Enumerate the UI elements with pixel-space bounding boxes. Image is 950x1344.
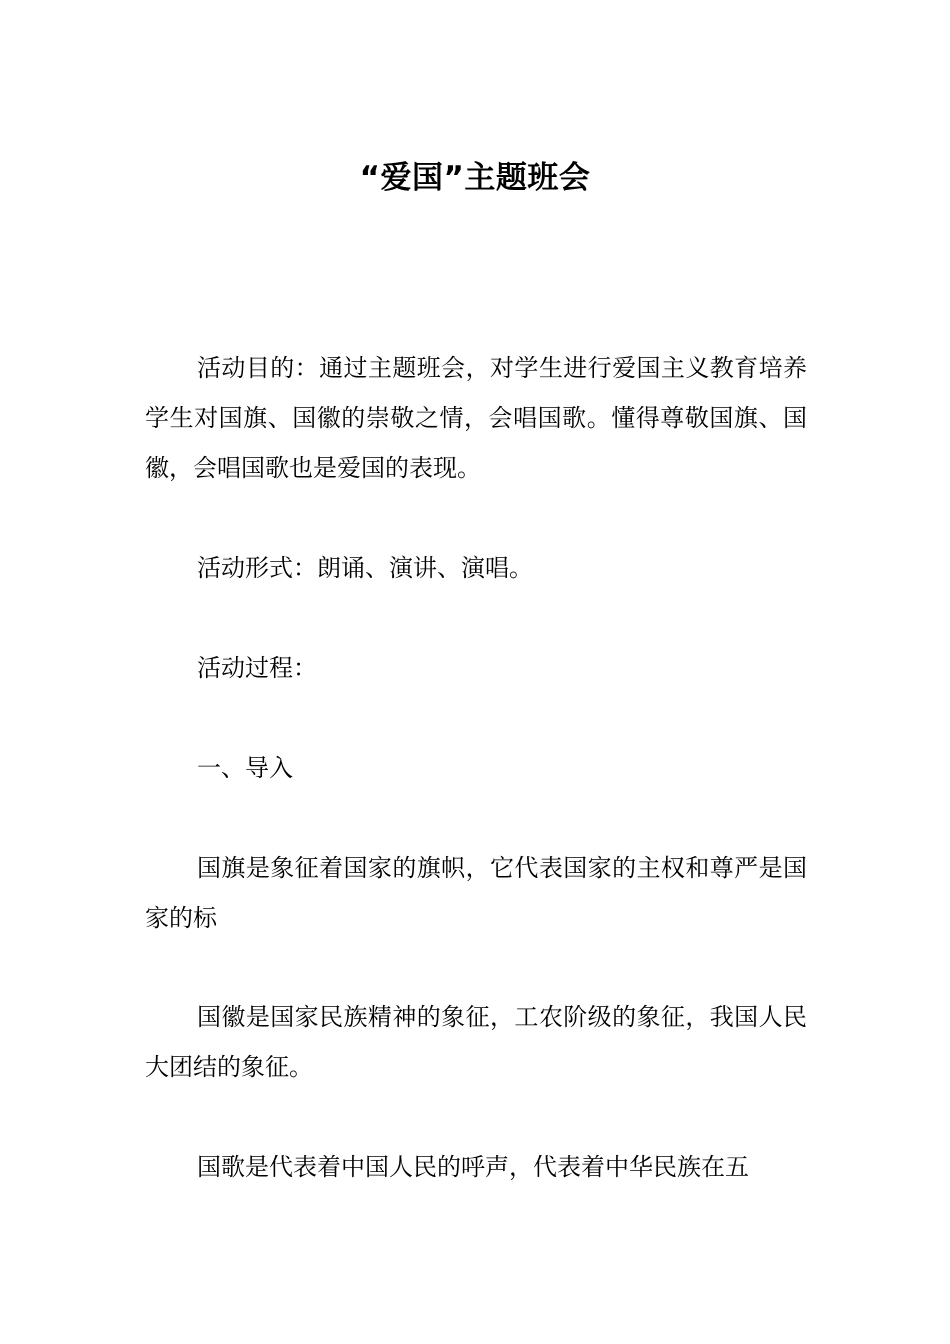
paragraph-national-emblem: 国徽是国家民族精神的象征，工农阶级的象征，我国人民大团结的象征。 [145, 1003, 807, 1081]
paragraph-activity-process: 活动过程： [197, 654, 317, 682]
section-heading-introduction: 一、导入 [197, 754, 293, 782]
document-title: “爱国”主题班会 [359, 160, 591, 196]
paragraph-activity-purpose: 活动目的：通过主题班会，对学生进行爱国主义教育培养学生对国旗、国徽的崇敬之情，会唱国歌。懂得尊敬国旗、国徽，会唱国歌也是爱国的表现。 [145, 354, 807, 482]
paragraph-activity-form: 活动形式：朗诵、演讲、演唱。 [197, 554, 533, 582]
paragraph-national-flag: 国旗是象征着国家的旗帜，它代表国家的主权和尊严是国家的标 [145, 854, 807, 932]
paragraph-national-anthem: 国歌是代表着中国人民的呼声，代表着中华民族在五 [197, 1153, 749, 1181]
